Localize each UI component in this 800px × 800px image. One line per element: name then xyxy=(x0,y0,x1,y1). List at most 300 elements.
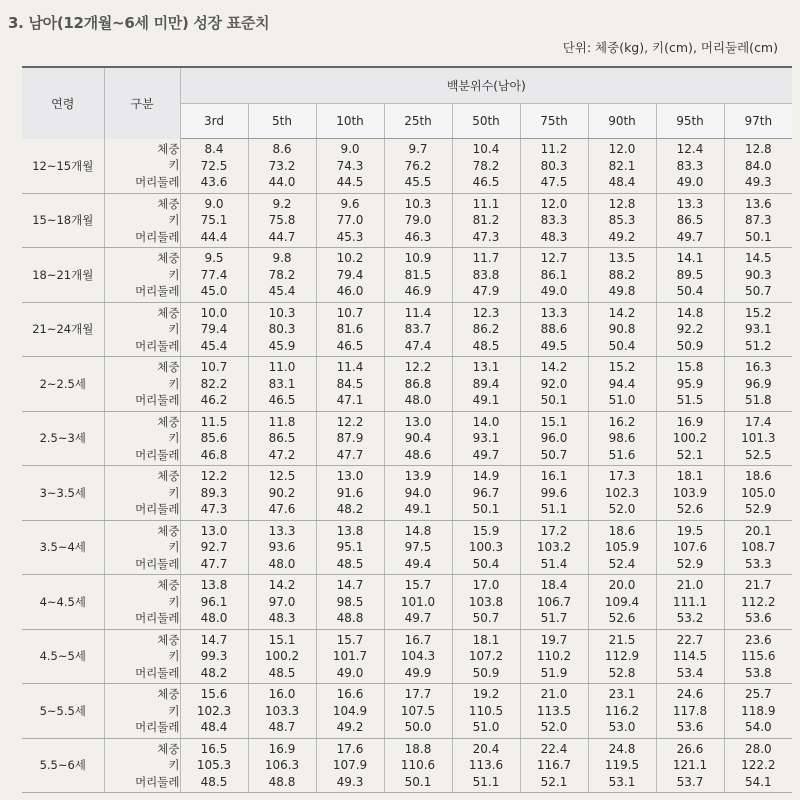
weight-value: 21.7 xyxy=(744,578,772,592)
head-value: 47.3 xyxy=(200,502,228,516)
value-cell xyxy=(384,357,452,412)
head-value: 49.0 xyxy=(676,175,704,189)
value-cell xyxy=(180,466,248,521)
value-cell xyxy=(248,139,316,194)
height-value: 81.6 xyxy=(336,322,364,336)
value-cell xyxy=(384,193,452,248)
head-value: 46.5 xyxy=(472,175,500,189)
weight-value: 16.6 xyxy=(336,687,364,701)
height-value: 92.0 xyxy=(540,376,568,391)
weight-value: 20.0 xyxy=(608,578,636,592)
value-cell xyxy=(248,629,316,684)
age-cell: 2.5~3세 xyxy=(22,411,104,466)
head-value: 53.2 xyxy=(676,611,704,625)
height-value: 96.0 xyxy=(540,431,568,445)
head-value: 52.1 xyxy=(540,774,568,789)
weight-value: 26.6 xyxy=(676,741,704,756)
height-value: 79.0 xyxy=(404,213,432,227)
value-cell xyxy=(724,411,792,466)
value-cell xyxy=(384,629,452,684)
weight-value: 19.2 xyxy=(472,687,500,701)
value-cell xyxy=(452,629,520,684)
table-body xyxy=(22,139,792,793)
height-value: 103.8 xyxy=(468,594,504,609)
head-value: 48.5 xyxy=(200,774,228,789)
head-value: 49.7 xyxy=(404,611,432,625)
percentile-col-header: 5th xyxy=(248,104,316,139)
value-cell xyxy=(520,629,588,684)
value-cell xyxy=(520,357,588,412)
height-value: 119.5 xyxy=(604,758,640,772)
height-value: 109.4 xyxy=(604,594,640,609)
weight-value: 10.7 xyxy=(336,305,364,320)
height-value: 110.5 xyxy=(468,703,504,718)
height-value: 86.8 xyxy=(404,376,432,391)
height-value: 75.1 xyxy=(200,213,228,227)
weight-value: 28.0 xyxy=(744,741,772,756)
head-value: 53.7 xyxy=(676,774,704,789)
table-row xyxy=(22,629,792,684)
value-cell xyxy=(656,466,724,521)
weight-value: 13.3 xyxy=(676,196,704,211)
head-value: 44.5 xyxy=(336,175,364,189)
weight-value: 13.0 xyxy=(336,469,364,483)
table-row xyxy=(22,520,792,575)
height-value: 106.7 xyxy=(536,594,572,609)
category-label: 체중 xyxy=(157,196,180,211)
age-cell: 15~18개월 xyxy=(22,193,104,248)
value-cell xyxy=(316,575,384,630)
weight-value: 9.0 xyxy=(204,196,224,211)
weight-value: 11.2 xyxy=(540,142,568,156)
head-value: 49.7 xyxy=(676,229,704,244)
value-cell xyxy=(248,411,316,466)
age-cell: 5~5.5세 xyxy=(22,684,104,739)
value-cell xyxy=(384,575,452,630)
head-value: 48.5 xyxy=(268,665,296,680)
value-cell xyxy=(724,738,792,793)
height-value: 107.5 xyxy=(400,703,436,718)
head-value: 50.4 xyxy=(676,284,704,298)
head-value: 52.0 xyxy=(540,720,568,734)
height-value: 83.8 xyxy=(472,267,500,282)
weight-value: 18.4 xyxy=(540,578,568,592)
head-value: 49.8 xyxy=(608,284,636,298)
weight-value: 13.1 xyxy=(472,360,500,374)
height-value: 90.2 xyxy=(268,485,296,500)
age-cell: 5.5~6세 xyxy=(22,738,104,793)
head-value: 50.9 xyxy=(472,665,500,680)
head-value: 52.9 xyxy=(744,502,772,516)
height-value: 73.2 xyxy=(268,158,296,173)
head-value: 48.4 xyxy=(608,175,636,189)
table-row xyxy=(22,411,792,466)
weight-value: 8.6 xyxy=(272,142,292,156)
category-label: 키 xyxy=(168,649,180,663)
weight-value: 17.3 xyxy=(608,469,636,483)
height-value: 104.9 xyxy=(332,703,368,718)
category-label: 체중 xyxy=(157,360,180,374)
head-value: 50.7 xyxy=(472,611,500,625)
category-label: 체중 xyxy=(157,251,180,265)
category-label: 머리둘레 xyxy=(135,447,180,462)
category-label: 키 xyxy=(168,213,180,227)
head-value: 45.5 xyxy=(404,175,432,189)
height-value: 86.2 xyxy=(472,322,500,336)
weight-value: 19.7 xyxy=(540,632,568,647)
value-cell xyxy=(724,466,792,521)
value-cell xyxy=(316,466,384,521)
height-value: 94.4 xyxy=(608,376,636,391)
weight-value: 14.2 xyxy=(268,578,296,592)
weight-value: 16.5 xyxy=(200,741,228,756)
category-cell xyxy=(104,684,180,739)
category-label: 머리둘레 xyxy=(135,720,180,734)
weight-value: 17.4 xyxy=(744,414,772,429)
value-cell xyxy=(180,629,248,684)
value-cell xyxy=(656,302,724,357)
height-value: 96.7 xyxy=(472,485,500,500)
category-label: 체중 xyxy=(157,741,180,756)
head-value: 44.0 xyxy=(268,175,296,189)
head-value: 49.9 xyxy=(404,665,432,680)
table-row xyxy=(22,466,792,521)
height-value: 86.1 xyxy=(540,267,568,282)
category-label: 머리둘레 xyxy=(135,774,180,789)
category-label: 키 xyxy=(168,267,180,282)
weight-value: 23.6 xyxy=(744,632,772,647)
category-cell xyxy=(104,575,180,630)
value-cell xyxy=(452,193,520,248)
age-cell: 3~3.5세 xyxy=(22,466,104,521)
value-cell xyxy=(656,357,724,412)
height-value: 96.1 xyxy=(200,594,228,609)
weight-value: 17.2 xyxy=(540,523,568,538)
height-value: 105.9 xyxy=(604,540,640,554)
head-value: 48.2 xyxy=(200,665,228,680)
value-cell xyxy=(316,684,384,739)
height-value: 83.7 xyxy=(404,322,432,336)
category-label: 키 xyxy=(168,703,180,718)
category-label: 체중 xyxy=(157,469,180,483)
value-cell xyxy=(520,139,588,194)
height-value: 95.9 xyxy=(676,376,704,391)
height-value: 80.3 xyxy=(540,158,568,173)
height-value: 99.3 xyxy=(200,649,228,663)
head-value: 49.0 xyxy=(540,284,568,298)
height-value: 81.5 xyxy=(404,267,432,282)
age-cell: 2~2.5세 xyxy=(22,357,104,412)
value-cell xyxy=(452,411,520,466)
height-value: 94.0 xyxy=(404,485,432,500)
height-value: 103.3 xyxy=(264,703,300,718)
age-cell: 4.5~5세 xyxy=(22,629,104,684)
head-value: 49.3 xyxy=(744,175,772,189)
category-label: 키 xyxy=(168,485,180,500)
value-cell xyxy=(724,575,792,630)
category-label: 머리둘레 xyxy=(135,393,180,407)
height-value: 76.2 xyxy=(404,158,432,173)
head-value: 47.4 xyxy=(404,338,432,353)
weight-value: 10.9 xyxy=(404,251,432,265)
head-value: 50.1 xyxy=(472,502,500,516)
value-cell xyxy=(248,193,316,248)
percentile-col-header: 25th xyxy=(384,104,452,139)
category-cell xyxy=(104,357,180,412)
value-cell xyxy=(316,520,384,575)
growth-table xyxy=(22,66,792,793)
value-cell xyxy=(520,411,588,466)
percentile-col-header: 50th xyxy=(452,104,520,139)
height-value: 93.1 xyxy=(472,431,500,445)
weight-value: 11.4 xyxy=(404,305,432,320)
head-value: 48.0 xyxy=(200,611,228,625)
height-value: 107.9 xyxy=(332,758,368,772)
height-value: 97.0 xyxy=(268,594,296,609)
height-value: 84.0 xyxy=(744,158,772,173)
weight-value: 13.3 xyxy=(540,305,568,320)
head-value: 46.9 xyxy=(404,284,432,298)
value-cell xyxy=(452,520,520,575)
value-cell xyxy=(588,248,656,303)
weight-value: 16.0 xyxy=(268,687,296,701)
head-value: 48.8 xyxy=(268,774,296,789)
head-value: 51.7 xyxy=(540,611,568,625)
category-label: 체중 xyxy=(157,578,180,592)
value-cell xyxy=(248,738,316,793)
weight-value: 12.8 xyxy=(744,142,772,156)
value-cell xyxy=(180,575,248,630)
head-value: 48.5 xyxy=(336,556,364,571)
weight-value: 11.7 xyxy=(472,251,500,265)
height-value: 102.3 xyxy=(604,485,640,500)
value-cell xyxy=(588,575,656,630)
height-value: 88.6 xyxy=(540,322,568,336)
height-value: 105.3 xyxy=(196,758,232,772)
weight-value: 9.2 xyxy=(272,196,292,211)
height-value: 98.5 xyxy=(336,594,364,609)
value-cell xyxy=(588,520,656,575)
weight-value: 10.3 xyxy=(268,305,296,320)
head-value: 51.1 xyxy=(472,774,500,789)
head-value: 52.1 xyxy=(676,447,704,462)
weight-value: 17.7 xyxy=(404,687,432,701)
value-cell xyxy=(452,248,520,303)
weight-value: 14.8 xyxy=(676,305,704,320)
weight-value: 14.5 xyxy=(744,251,772,265)
value-cell xyxy=(452,738,520,793)
height-value: 101.0 xyxy=(400,594,436,609)
height-value: 79.4 xyxy=(200,322,228,336)
age-cell: 12~15개월 xyxy=(22,139,104,194)
value-cell xyxy=(656,684,724,739)
value-cell xyxy=(180,302,248,357)
category-label: 키 xyxy=(168,758,180,772)
weight-value: 12.7 xyxy=(540,251,568,265)
head-value: 50.1 xyxy=(540,393,568,407)
weight-value: 15.6 xyxy=(200,687,228,701)
head-value: 52.6 xyxy=(676,502,704,516)
percentile-col-header: 97th xyxy=(724,104,792,139)
height-value: 77.4 xyxy=(200,267,228,282)
value-cell xyxy=(180,357,248,412)
head-value: 48.2 xyxy=(336,502,364,516)
height-value: 117.8 xyxy=(672,703,708,718)
head-value: 49.1 xyxy=(472,393,500,407)
head-value: 53.8 xyxy=(744,665,772,680)
head-value: 46.5 xyxy=(268,393,296,407)
height-value: 77.0 xyxy=(336,213,364,227)
height-value: 82.1 xyxy=(608,158,636,173)
head-value: 51.6 xyxy=(608,447,636,462)
value-cell xyxy=(452,357,520,412)
weight-value: 12.0 xyxy=(540,196,568,211)
head-value: 51.0 xyxy=(472,720,500,734)
height-value: 90.8 xyxy=(608,322,636,336)
value-cell xyxy=(588,302,656,357)
head-value: 46.3 xyxy=(404,229,432,244)
value-cell xyxy=(180,193,248,248)
height-value: 87.3 xyxy=(744,213,772,227)
value-cell xyxy=(384,411,452,466)
weight-value: 16.3 xyxy=(744,360,772,374)
unit-note: 단위: 체중(kg), 키(cm), 머리둘레(cm) xyxy=(562,40,778,55)
height-value: 110.6 xyxy=(400,758,436,772)
height-value: 99.6 xyxy=(540,485,568,500)
height-value: 86.5 xyxy=(268,431,296,445)
category-label: 체중 xyxy=(157,414,180,429)
head-value: 51.9 xyxy=(540,665,568,680)
percentile-col-header: 10th xyxy=(316,104,384,139)
height-value: 97.5 xyxy=(404,540,432,554)
weight-value: 21.5 xyxy=(608,632,636,647)
head-value: 47.3 xyxy=(472,229,500,244)
value-cell xyxy=(724,520,792,575)
header-percentile: 백분위수(남아) xyxy=(180,67,792,104)
category-cell xyxy=(104,520,180,575)
value-cell xyxy=(248,575,316,630)
head-value: 48.6 xyxy=(404,447,432,462)
head-value: 51.5 xyxy=(676,393,704,407)
weight-value: 11.0 xyxy=(268,360,296,374)
head-value: 50.0 xyxy=(404,720,432,734)
weight-value: 15.2 xyxy=(608,360,636,374)
weight-value: 9.5 xyxy=(204,251,224,265)
value-cell xyxy=(724,357,792,412)
weight-value: 16.2 xyxy=(608,414,636,429)
head-value: 50.7 xyxy=(540,447,568,462)
head-value: 54.1 xyxy=(744,774,772,789)
value-cell xyxy=(180,684,248,739)
head-value: 48.4 xyxy=(200,720,228,734)
weight-value: 18.6 xyxy=(608,523,636,538)
value-cell xyxy=(520,684,588,739)
weight-value: 15.9 xyxy=(472,523,500,538)
value-cell xyxy=(588,466,656,521)
value-cell xyxy=(588,684,656,739)
head-value: 51.8 xyxy=(744,393,772,407)
weight-value: 13.0 xyxy=(404,414,432,429)
height-value: 112.9 xyxy=(604,649,640,663)
head-value: 52.6 xyxy=(608,611,636,625)
weight-value: 18.1 xyxy=(472,632,500,647)
value-cell xyxy=(520,302,588,357)
value-cell xyxy=(656,575,724,630)
head-value: 46.8 xyxy=(200,447,228,462)
head-value: 53.6 xyxy=(676,720,704,734)
weight-value: 15.1 xyxy=(540,414,568,429)
weight-value: 13.5 xyxy=(608,251,636,265)
weight-value: 15.2 xyxy=(744,305,772,320)
head-value: 50.7 xyxy=(744,284,772,298)
head-value: 48.0 xyxy=(268,556,296,571)
table-row xyxy=(22,684,792,739)
head-value: 45.3 xyxy=(336,229,364,244)
height-value: 83.3 xyxy=(540,213,568,227)
weight-value: 12.3 xyxy=(472,305,500,320)
head-value: 49.1 xyxy=(404,502,432,516)
value-cell xyxy=(724,302,792,357)
height-value: 88.2 xyxy=(608,267,636,282)
head-value: 49.5 xyxy=(540,338,568,353)
value-cell xyxy=(452,684,520,739)
height-value: 92.7 xyxy=(200,540,228,554)
height-value: 81.2 xyxy=(472,213,500,227)
weight-value: 15.8 xyxy=(676,360,704,374)
height-value: 87.9 xyxy=(336,431,364,445)
value-cell xyxy=(452,466,520,521)
height-value: 89.5 xyxy=(676,267,704,282)
value-cell xyxy=(452,575,520,630)
head-value: 46.0 xyxy=(336,284,364,298)
category-label: 키 xyxy=(168,431,180,445)
height-value: 106.3 xyxy=(264,758,300,772)
category-cell xyxy=(104,302,180,357)
value-cell xyxy=(316,139,384,194)
weight-value: 16.1 xyxy=(540,469,568,483)
height-value: 75.8 xyxy=(268,213,296,227)
head-value: 46.5 xyxy=(336,338,364,353)
weight-value: 10.3 xyxy=(404,196,432,211)
head-value: 53.3 xyxy=(744,556,772,571)
height-value: 85.3 xyxy=(608,213,636,227)
value-cell xyxy=(180,411,248,466)
percentile-col-header: 90th xyxy=(588,104,656,139)
head-value: 53.4 xyxy=(676,665,704,680)
weight-value: 10.7 xyxy=(200,360,228,374)
height-value: 121.1 xyxy=(672,758,708,772)
weight-value: 22.4 xyxy=(540,741,568,756)
value-cell xyxy=(588,738,656,793)
category-label: 체중 xyxy=(157,141,180,156)
height-value: 98.6 xyxy=(608,431,636,445)
weight-value: 11.4 xyxy=(336,360,364,374)
head-value: 49.0 xyxy=(336,665,364,680)
height-value: 72.5 xyxy=(200,158,228,173)
weight-value: 14.1 xyxy=(676,251,704,265)
age-cell: 4~4.5세 xyxy=(22,575,104,630)
height-value: 83.1 xyxy=(268,376,296,391)
value-cell xyxy=(180,139,248,194)
value-cell xyxy=(656,629,724,684)
height-value: 93.1 xyxy=(744,322,772,336)
head-value: 43.6 xyxy=(200,175,228,189)
value-cell xyxy=(588,411,656,466)
height-value: 122.2 xyxy=(741,758,776,772)
value-cell xyxy=(588,139,656,194)
value-cell xyxy=(316,248,384,303)
head-value: 47.6 xyxy=(268,502,296,516)
